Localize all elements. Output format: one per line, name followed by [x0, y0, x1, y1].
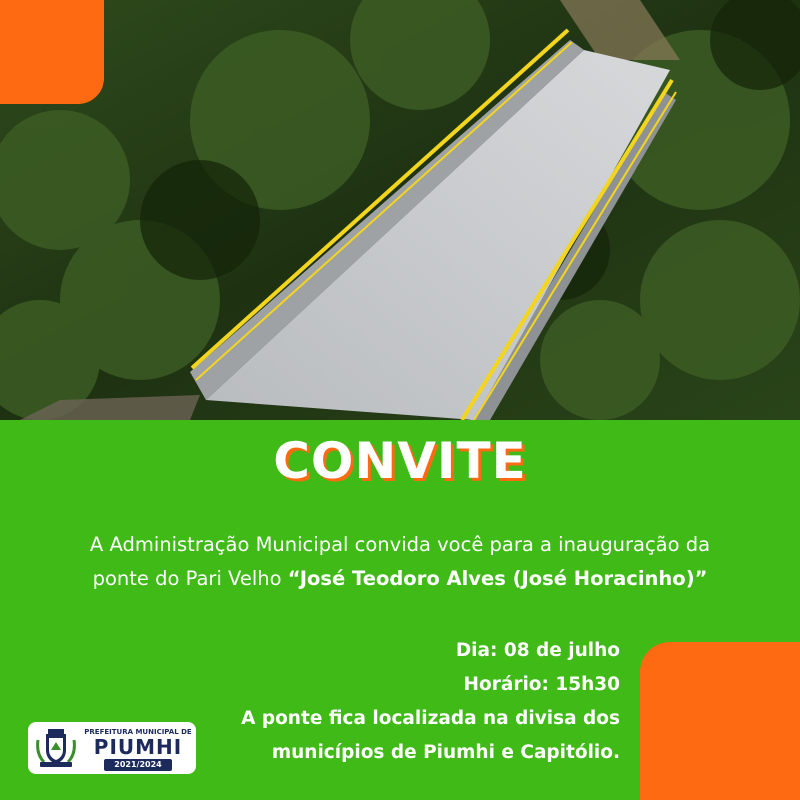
- orange-corner-top-left: [0, 0, 104, 104]
- event-location-line-1: A ponte fica localizada na divisa dos: [241, 708, 620, 729]
- invitation-line-2: [20, 562, 780, 596]
- logo-city-name: PIUMHI: [93, 735, 183, 759]
- invitation-line-2-prefix: ponte do Pari Velho: [92, 567, 288, 590]
- logo-term-years: 2021/2024: [104, 759, 172, 771]
- bridge-name: “José Teodoro Alves (José Horacinho)”: [287, 567, 708, 590]
- event-time: Horário: 15h30: [463, 674, 620, 695]
- invitation-text: [20, 528, 780, 596]
- event-details: [241, 634, 620, 770]
- invitation-title: CONVITE: [273, 432, 527, 490]
- event-location-line-2: municípios de Piumhi e Capitólio.: [271, 742, 620, 763]
- municipality-logo: [28, 722, 196, 774]
- invitation-line-1: A Administração Municipal convida você para a inauguração da: [89, 533, 711, 556]
- event-date: Dia: 08 de julho: [455, 640, 620, 661]
- municipal-crest-icon: [34, 726, 78, 770]
- orange-corner-bottom-right: [640, 642, 800, 800]
- logo-top-text: PREFEITURA MUNICIPAL DE: [84, 728, 192, 736]
